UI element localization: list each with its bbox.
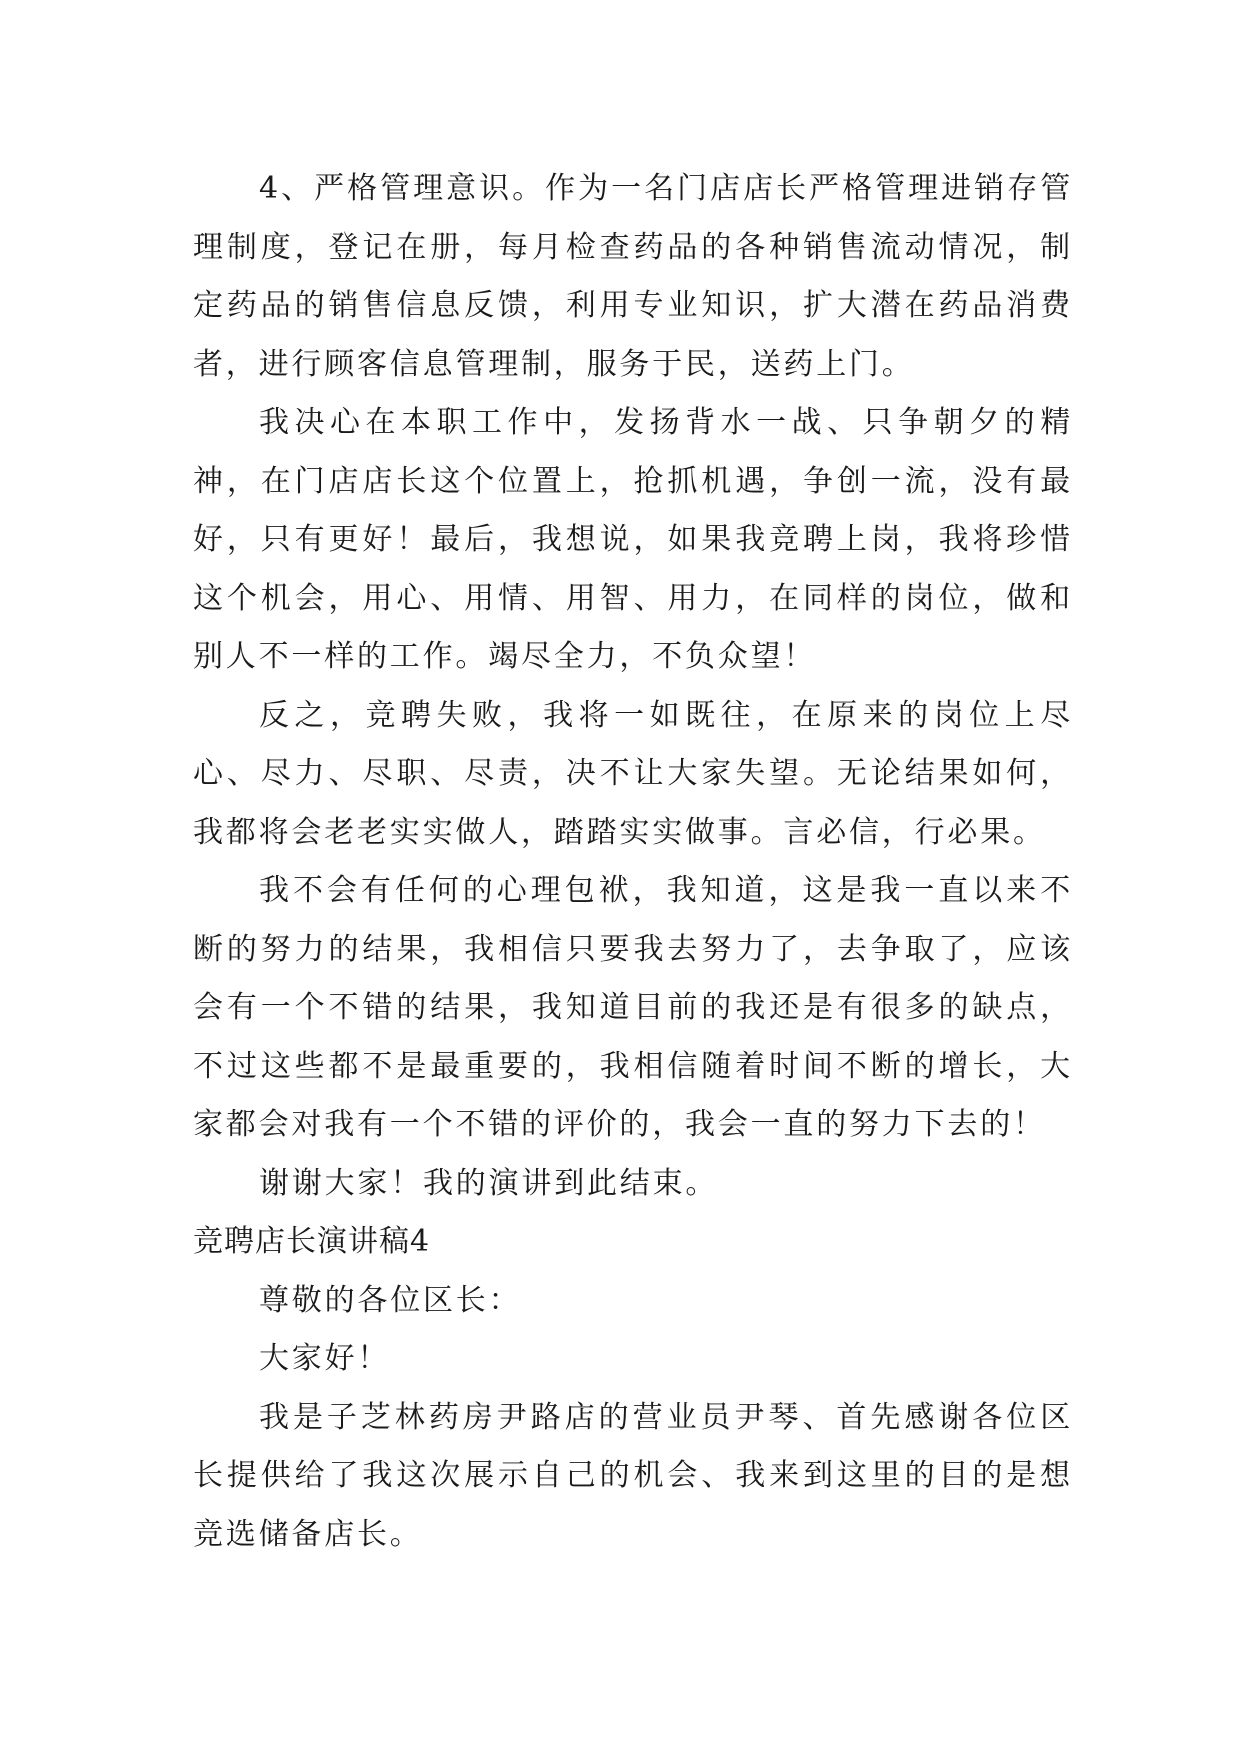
paragraph-salutation: 尊敬的各位区长： (259, 1282, 522, 1318)
paragraph-no-burden: 我不会有任何的心理包袱，我知道，这是我一直以来不断的努力的结果，我相信只要我去努力了，去争取了，应该会有一个不错的结果，我知道目前的我还是有很多的缺点，不过这些都不是最重要的，我相信随着时间不断的增长，大家都会对我有一个不错的评价的，我会一直的努力下去的！ (193, 873, 1073, 1142)
paragraph-if-failed: 反之，竞聘失败，我将一如既往，在原来的岗位上尽心、尽力、尽职、尽责，决不让大家失望。无论结果如何，我都将会老老实实做人，踏踏实实做事。言必信，行必果。 (193, 697, 1073, 850)
section-heading: 竞聘店长演讲稿4 (193, 1224, 431, 1259)
paragraph-determination: 我决心在本职工作中，发扬背水一战、只争朝夕的精神，在门店店长这个位置上，抢抓机遇，争创一流，没有最好，只有更好！最后，我想说，如果我竞聘上岗，我将珍惜这个机会，用心、用情、用智、用力，在同样的岗位，做和别人不一样的工作。竭尽全力，不负众望！ (193, 405, 1073, 674)
paragraph-greeting: 大家好！ (259, 1341, 391, 1376)
paragraph-strict-management: 4、严格管理意识。作为一名门店店长严格管理进销存管理制度，登记在册，每月检查药品的各种销售流动情况，制定药品的销售信息反馈，利用专业知识，扩大潜在药品消费者，进行顾客信息管理制，服务于民，送药上门。 (193, 171, 1073, 382)
paragraph-thanks: 谢谢大家！我的演讲到此结束。 (259, 1165, 719, 1201)
document-body (193, 160, 1073, 1564)
paragraph-introduction: 我是子芝林药房尹路店的营业员尹琴、首先感谢各位区长提供给了我这次展示自己的机会、我来到这里的目的是想竞选储备店长。 (193, 1399, 1073, 1552)
